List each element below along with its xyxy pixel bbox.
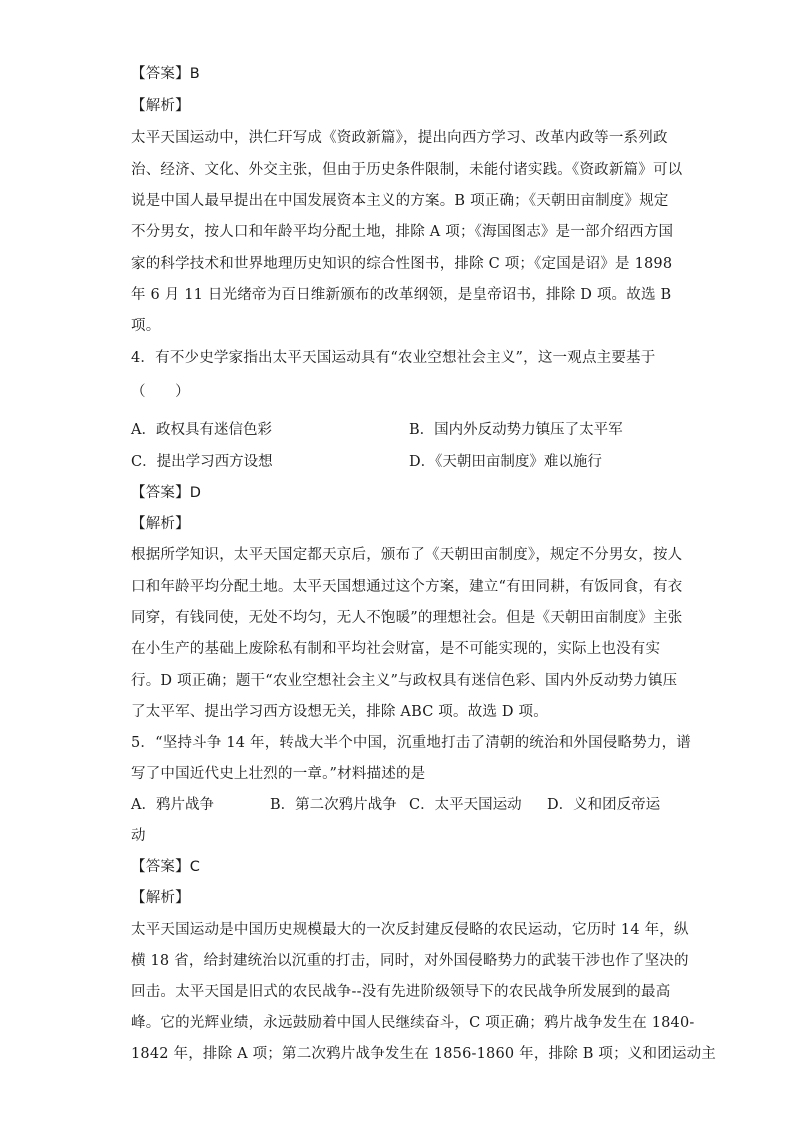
q4-option-b: B．国内外反动势力镇压了太平军 <box>409 422 623 438</box>
q5-answer: 【答案】C <box>131 859 201 875</box>
q3-analysis-line: 不分男女，按人口和年龄平均分配土地，排除 A 项；《海国图志》是一部介绍西方国 <box>131 224 674 240</box>
q5-analysis-line: 太平天国运动是中国历史规模最大的一次反封建反侵略的农民运动，它历时 14 年，纵 <box>131 922 689 938</box>
q4-analysis-line: 同穿，有钱同使，无处不均匀，无人不饱暖”的理想社会。但是《天朝田亩制度》主张 <box>131 610 683 626</box>
q3-analysis-line: 太平天国运动中，洪仁玕写成《资政新篇》，提出向西方学习、改革内政等一系列政 <box>131 130 668 146</box>
q4-analysis-line: 根据所学知识，太平天国定都天京后，颁布了《天朝田亩制度》，规定不分男女，按人 <box>131 547 683 563</box>
q4-analysis-line: 行。D 项正确；题干“农业空想社会主义”与政权具有迷信色彩、国内外反动势力镇压 <box>131 673 678 689</box>
q4-stem: 4．有不少史学家指出太平天国运动具有“农业空想社会主义”，这一观点主要基于 <box>131 350 656 366</box>
q4-analysis-line: 了太平军、提出学习西方设想无关，排除 ABC 项。故选 D 项。 <box>131 704 548 720</box>
q4-option-d: D．《天朝田亩制度》难以施行 <box>409 454 602 470</box>
q5-option-d: D．义和团反帝运 <box>547 797 661 813</box>
q5-analysis-line: 横 18 省，给封建统治以沉重的打击，同时，对外国侵略势力的武装干涉也作了坚决的 <box>131 953 689 969</box>
q3-answer: 【答案】B <box>131 66 200 82</box>
q3-analysis-line: 说是中国人最早提出在中国发展资本主义的方案。B 项正确；《天朝田亩制度》规定 <box>131 193 669 209</box>
q4-option-c: C．提出学习西方设想 <box>131 454 273 470</box>
q3-analysis-line: 项。 <box>131 318 161 334</box>
q3-analysis-line: 家的科学技术和世界地理历史知识的综合性图书，排除 C 项；《定国是诏》是 1898 <box>131 256 673 272</box>
q5-stem: 写了中国近代史上壮烈的一章。”材料描述的是 <box>131 766 426 782</box>
q5-option-a: A．鸦片战争 <box>131 797 214 813</box>
q5-analysis-line: 回击。太平天国是旧式的农民战争--没有先进阶级领导下的农民战争所发展到的最高 <box>131 984 671 1000</box>
q5-analysis-line: 1842 年，排除 A 项；第二次鸦片战争发生在 1856-1860 年，排除 B 项；义和团运动主 <box>131 1046 716 1062</box>
q4-stem-blank: （ ） <box>131 384 190 400</box>
q5-analysis-line: 峰。它的光辉业绩，永远鼓励着中国人民继续奋斗，C 项正确；鸦片战争发生在 1840- <box>131 1015 695 1031</box>
q4-answer: 【答案】D <box>131 485 202 501</box>
q5-option-c: C．太平天国运动 <box>409 797 522 813</box>
q3-analysis-label: 【解析】 <box>131 98 190 114</box>
q5-analysis-label: 【解析】 <box>131 890 190 906</box>
q3-analysis-line: 治、经济、文化、外交主张，但由于历史条件限制，未能付诸实践。《资政新篇》可以 <box>131 162 683 178</box>
q5-option-d-continued: 动 <box>131 828 146 844</box>
q3-analysis-line: 年 6 月 11 日光绪帝为百日维新颁布的改革纲领，是皇帝诏书，排除 D 项。故选 B <box>131 287 672 303</box>
q4-analysis-line: 口和年龄平均分配土地。太平天国想通过这个方案，建立“有田同耕，有饭同食，有衣 <box>131 579 683 595</box>
q4-analysis-line: 在小生产的基础上废除私有制和平均社会财富，是不可能实现的，实际上也没有实 <box>131 641 661 657</box>
q5-option-b: B．第二次鸦片战争 <box>270 797 397 813</box>
q4-option-a: A．政权具有迷信色彩 <box>131 422 272 438</box>
q4-analysis-label: 【解析】 <box>131 516 190 532</box>
q5-stem: 5．“坚持斗争 14 年，转战大半个中国，沉重地打击了清朝的统治和外国侵略势力，谱 <box>131 735 692 751</box>
